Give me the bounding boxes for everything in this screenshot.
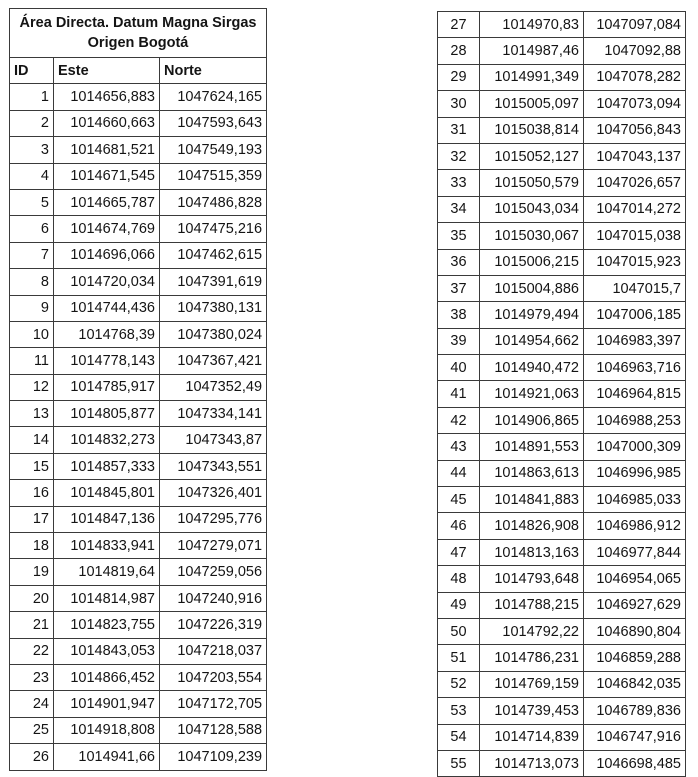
cell-este: 1014843,053 <box>54 638 160 664</box>
table-header-row <box>10 58 267 84</box>
cell-norte: 1046977,844 <box>584 539 686 565</box>
cell-id: 55 <box>438 750 480 776</box>
table-row <box>438 91 686 117</box>
cell-este: 1015006,215 <box>480 249 584 275</box>
cell-este: 1015052,127 <box>480 143 584 169</box>
table-row <box>438 381 686 407</box>
cell-norte: 1046986,912 <box>584 513 686 539</box>
table-row <box>10 638 267 664</box>
cell-id: 51 <box>438 645 480 671</box>
cell-este: 1014656,883 <box>54 84 160 110</box>
cell-id: 18 <box>10 533 54 559</box>
cell-este: 1014793,648 <box>480 566 584 592</box>
cell-este: 1014786,231 <box>480 645 584 671</box>
cell-id: 45 <box>438 487 480 513</box>
cell-id: 12 <box>10 374 54 400</box>
cell-id: 34 <box>438 196 480 222</box>
table-body-left <box>10 84 267 770</box>
cell-norte: 1047073,094 <box>584 91 686 117</box>
table-row <box>10 216 267 242</box>
cell-norte: 1047259,056 <box>160 559 267 585</box>
cell-id: 17 <box>10 506 54 532</box>
cell-este: 1014940,472 <box>480 355 584 381</box>
cell-este: 1014833,941 <box>54 533 160 559</box>
cell-norte: 1047172,705 <box>160 691 267 717</box>
cell-norte: 1047240,916 <box>160 585 267 611</box>
cell-id: 20 <box>10 585 54 611</box>
column-header-norte: Norte <box>160 58 267 84</box>
table-row <box>438 223 686 249</box>
table-row <box>438 407 686 433</box>
table-row <box>10 110 267 136</box>
cell-norte: 1047391,619 <box>160 269 267 295</box>
column-header-id: ID <box>10 58 54 84</box>
cell-norte: 1047128,588 <box>160 717 267 743</box>
cell-norte: 1047326,401 <box>160 480 267 506</box>
cell-norte: 1047624,165 <box>160 84 267 110</box>
table-row <box>438 143 686 169</box>
cell-id: 1 <box>10 84 54 110</box>
cell-este: 1014778,143 <box>54 348 160 374</box>
table-title-row <box>10 9 267 58</box>
table-row <box>10 533 267 559</box>
table-row <box>438 355 686 381</box>
cell-norte: 1047097,084 <box>584 12 686 38</box>
cell-este: 1014739,453 <box>480 698 584 724</box>
table-row <box>438 460 686 486</box>
cell-norte: 1047352,49 <box>160 374 267 400</box>
table-row <box>438 645 686 671</box>
cell-id: 37 <box>438 275 480 301</box>
cell-norte: 1047078,282 <box>584 64 686 90</box>
cell-este: 1014805,877 <box>54 401 160 427</box>
cell-norte: 1046747,916 <box>584 724 686 750</box>
cell-id: 23 <box>10 664 54 690</box>
cell-id: 54 <box>438 724 480 750</box>
column-header-este: Este <box>54 58 160 84</box>
cell-id: 44 <box>438 460 480 486</box>
coordinates-table-right <box>437 11 686 777</box>
cell-norte: 1047026,657 <box>584 170 686 196</box>
table-row <box>438 566 686 592</box>
cell-este: 1014674,769 <box>54 216 160 242</box>
table-row <box>10 374 267 400</box>
cell-id: 10 <box>10 321 54 347</box>
cell-id: 48 <box>438 566 480 592</box>
cell-este: 1014891,553 <box>480 434 584 460</box>
table-row <box>10 506 267 532</box>
cell-id: 47 <box>438 539 480 565</box>
cell-este: 1014768,39 <box>54 321 160 347</box>
cell-este: 1014863,613 <box>480 460 584 486</box>
cell-norte: 1046996,985 <box>584 460 686 486</box>
table-row <box>10 453 267 479</box>
cell-este: 1014720,034 <box>54 269 160 295</box>
cell-este: 1014845,801 <box>54 480 160 506</box>
cell-norte: 1046859,288 <box>584 645 686 671</box>
cell-este: 1014660,663 <box>54 110 160 136</box>
table-row <box>438 698 686 724</box>
cell-id: 8 <box>10 269 54 295</box>
cell-norte: 1047593,643 <box>160 110 267 136</box>
cell-norte: 1047014,272 <box>584 196 686 222</box>
table-row <box>438 302 686 328</box>
cell-norte: 1046954,065 <box>584 566 686 592</box>
cell-este: 1014714,839 <box>480 724 584 750</box>
table-row <box>10 321 267 347</box>
cell-este: 1015038,814 <box>480 117 584 143</box>
cell-este: 1014823,755 <box>54 612 160 638</box>
table-row <box>438 275 686 301</box>
cell-este: 1014847,136 <box>54 506 160 532</box>
cell-norte: 1047203,554 <box>160 664 267 690</box>
table-row <box>10 427 267 453</box>
cell-id: 24 <box>10 691 54 717</box>
cell-norte: 1046964,815 <box>584 381 686 407</box>
cell-este: 1014832,273 <box>54 427 160 453</box>
cell-id: 21 <box>10 612 54 638</box>
cell-este: 1014769,159 <box>480 671 584 697</box>
cell-id: 9 <box>10 295 54 321</box>
table-row <box>10 84 267 110</box>
table-row <box>438 64 686 90</box>
cell-id: 7 <box>10 242 54 268</box>
cell-id: 33 <box>438 170 480 196</box>
cell-norte: 1046890,804 <box>584 618 686 644</box>
table-row <box>10 401 267 427</box>
cell-este: 1014979,494 <box>480 302 584 328</box>
cell-id: 35 <box>438 223 480 249</box>
cell-este: 1014813,163 <box>480 539 584 565</box>
cell-id: 53 <box>438 698 480 724</box>
cell-norte: 1047000,309 <box>584 434 686 460</box>
cell-id: 13 <box>10 401 54 427</box>
cell-id: 2 <box>10 110 54 136</box>
cell-norte: 1047218,037 <box>160 638 267 664</box>
cell-este: 1014788,215 <box>480 592 584 618</box>
cell-este: 1014671,545 <box>54 163 160 189</box>
cell-este: 1014906,865 <box>480 407 584 433</box>
cell-norte: 1047343,87 <box>160 427 267 453</box>
cell-norte: 1047015,038 <box>584 223 686 249</box>
cell-este: 1014991,349 <box>480 64 584 90</box>
cell-id: 22 <box>10 638 54 664</box>
table-row <box>438 12 686 38</box>
cell-id: 38 <box>438 302 480 328</box>
cell-este: 1014857,333 <box>54 453 160 479</box>
cell-norte: 1047279,071 <box>160 533 267 559</box>
cell-id: 25 <box>10 717 54 743</box>
table-title-line1: Área Directa. Datum Magna Sirgas <box>19 15 257 31</box>
table-row <box>438 671 686 697</box>
cell-este: 1014785,917 <box>54 374 160 400</box>
table-row <box>10 348 267 374</box>
table-row <box>438 328 686 354</box>
table-row <box>10 717 267 743</box>
table-row <box>10 269 267 295</box>
table-row <box>10 295 267 321</box>
cell-norte: 1046698,485 <box>584 750 686 776</box>
cell-este: 1014901,947 <box>54 691 160 717</box>
cell-norte: 1047109,239 <box>160 744 267 770</box>
cell-norte: 1046985,033 <box>584 487 686 513</box>
cell-norte: 1046963,716 <box>584 355 686 381</box>
cell-norte: 1047462,615 <box>160 242 267 268</box>
cell-este: 1014841,883 <box>480 487 584 513</box>
cell-id: 46 <box>438 513 480 539</box>
table-row <box>10 242 267 268</box>
table-row <box>10 163 267 189</box>
cell-este: 1014814,987 <box>54 585 160 611</box>
table-row <box>10 480 267 506</box>
cell-este: 1014987,46 <box>480 38 584 64</box>
cell-este: 1014665,787 <box>54 189 160 215</box>
cell-este: 1015050,579 <box>480 170 584 196</box>
table-title-line2: Origen Bogotá <box>87 35 189 51</box>
cell-norte: 1046842,035 <box>584 671 686 697</box>
cell-id: 36 <box>438 249 480 275</box>
cell-id: 14 <box>10 427 54 453</box>
cell-este: 1014744,436 <box>54 295 160 321</box>
table-row <box>10 189 267 215</box>
table-row <box>438 539 686 565</box>
cell-id: 30 <box>438 91 480 117</box>
cell-norte: 1047006,185 <box>584 302 686 328</box>
cell-este: 1015004,886 <box>480 275 584 301</box>
table-row <box>438 513 686 539</box>
table-row <box>10 585 267 611</box>
table-body-right <box>438 12 686 777</box>
cell-norte: 1047015,923 <box>584 249 686 275</box>
cell-id: 16 <box>10 480 54 506</box>
cell-norte: 1047475,216 <box>160 216 267 242</box>
cell-id: 11 <box>10 348 54 374</box>
cell-id: 39 <box>438 328 480 354</box>
cell-norte: 1047380,131 <box>160 295 267 321</box>
cell-id: 4 <box>10 163 54 189</box>
cell-este: 1014826,908 <box>480 513 584 539</box>
cell-id: 29 <box>438 64 480 90</box>
cell-norte: 1047515,359 <box>160 163 267 189</box>
table-row <box>438 618 686 644</box>
cell-este: 1014866,452 <box>54 664 160 690</box>
cell-este: 1014713,073 <box>480 750 584 776</box>
cell-id: 19 <box>10 559 54 585</box>
cell-id: 42 <box>438 407 480 433</box>
cell-id: 31 <box>438 117 480 143</box>
cell-este: 1014696,066 <box>54 242 160 268</box>
cell-norte: 1047056,843 <box>584 117 686 143</box>
cell-norte: 1046927,629 <box>584 592 686 618</box>
cell-id: 32 <box>438 143 480 169</box>
table-row <box>438 38 686 64</box>
cell-id: 6 <box>10 216 54 242</box>
cell-norte: 1046988,253 <box>584 407 686 433</box>
table-row <box>438 117 686 143</box>
table-row <box>10 744 267 770</box>
table-row <box>438 196 686 222</box>
cell-id: 49 <box>438 592 480 618</box>
table-row <box>438 249 686 275</box>
table-row <box>10 137 267 163</box>
coordinates-table-left <box>9 8 267 771</box>
cell-norte: 1047343,551 <box>160 453 267 479</box>
cell-norte: 1047295,776 <box>160 506 267 532</box>
cell-norte: 1047334,141 <box>160 401 267 427</box>
cell-norte: 1047549,193 <box>160 137 267 163</box>
cell-norte: 1047043,137 <box>584 143 686 169</box>
cell-este: 1015030,067 <box>480 223 584 249</box>
cell-este: 1014792,22 <box>480 618 584 644</box>
cell-norte: 1047092,88 <box>584 38 686 64</box>
table-row <box>10 691 267 717</box>
cell-norte: 1046983,397 <box>584 328 686 354</box>
cell-norte: 1047015,7 <box>584 275 686 301</box>
cell-este: 1014921,063 <box>480 381 584 407</box>
table-row <box>438 487 686 513</box>
table-row <box>438 750 686 776</box>
cell-id: 50 <box>438 618 480 644</box>
cell-id: 5 <box>10 189 54 215</box>
cell-norte: 1047367,421 <box>160 348 267 374</box>
cell-norte: 1046789,836 <box>584 698 686 724</box>
cell-este: 1014954,662 <box>480 328 584 354</box>
cell-este: 1014819,64 <box>54 559 160 585</box>
cell-id: 52 <box>438 671 480 697</box>
cell-id: 28 <box>438 38 480 64</box>
cell-norte: 1047380,024 <box>160 321 267 347</box>
cell-id: 26 <box>10 744 54 770</box>
cell-id: 15 <box>10 453 54 479</box>
cell-id: 41 <box>438 381 480 407</box>
cell-este: 1015005,097 <box>480 91 584 117</box>
table-title <box>10 9 267 58</box>
table-row <box>438 170 686 196</box>
cell-id: 40 <box>438 355 480 381</box>
table-row <box>10 612 267 638</box>
table-row <box>438 434 686 460</box>
cell-este: 1014941,66 <box>54 744 160 770</box>
cell-este: 1014681,521 <box>54 137 160 163</box>
cell-id: 43 <box>438 434 480 460</box>
cell-id: 3 <box>10 137 54 163</box>
cell-este: 1015043,034 <box>480 196 584 222</box>
table-row <box>10 664 267 690</box>
cell-id: 27 <box>438 12 480 38</box>
cell-este: 1014918,808 <box>54 717 160 743</box>
cell-este: 1014970,83 <box>480 12 584 38</box>
table-row <box>10 559 267 585</box>
cell-norte: 1047226,319 <box>160 612 267 638</box>
table-row <box>438 724 686 750</box>
table-row <box>438 592 686 618</box>
cell-norte: 1047486,828 <box>160 189 267 215</box>
